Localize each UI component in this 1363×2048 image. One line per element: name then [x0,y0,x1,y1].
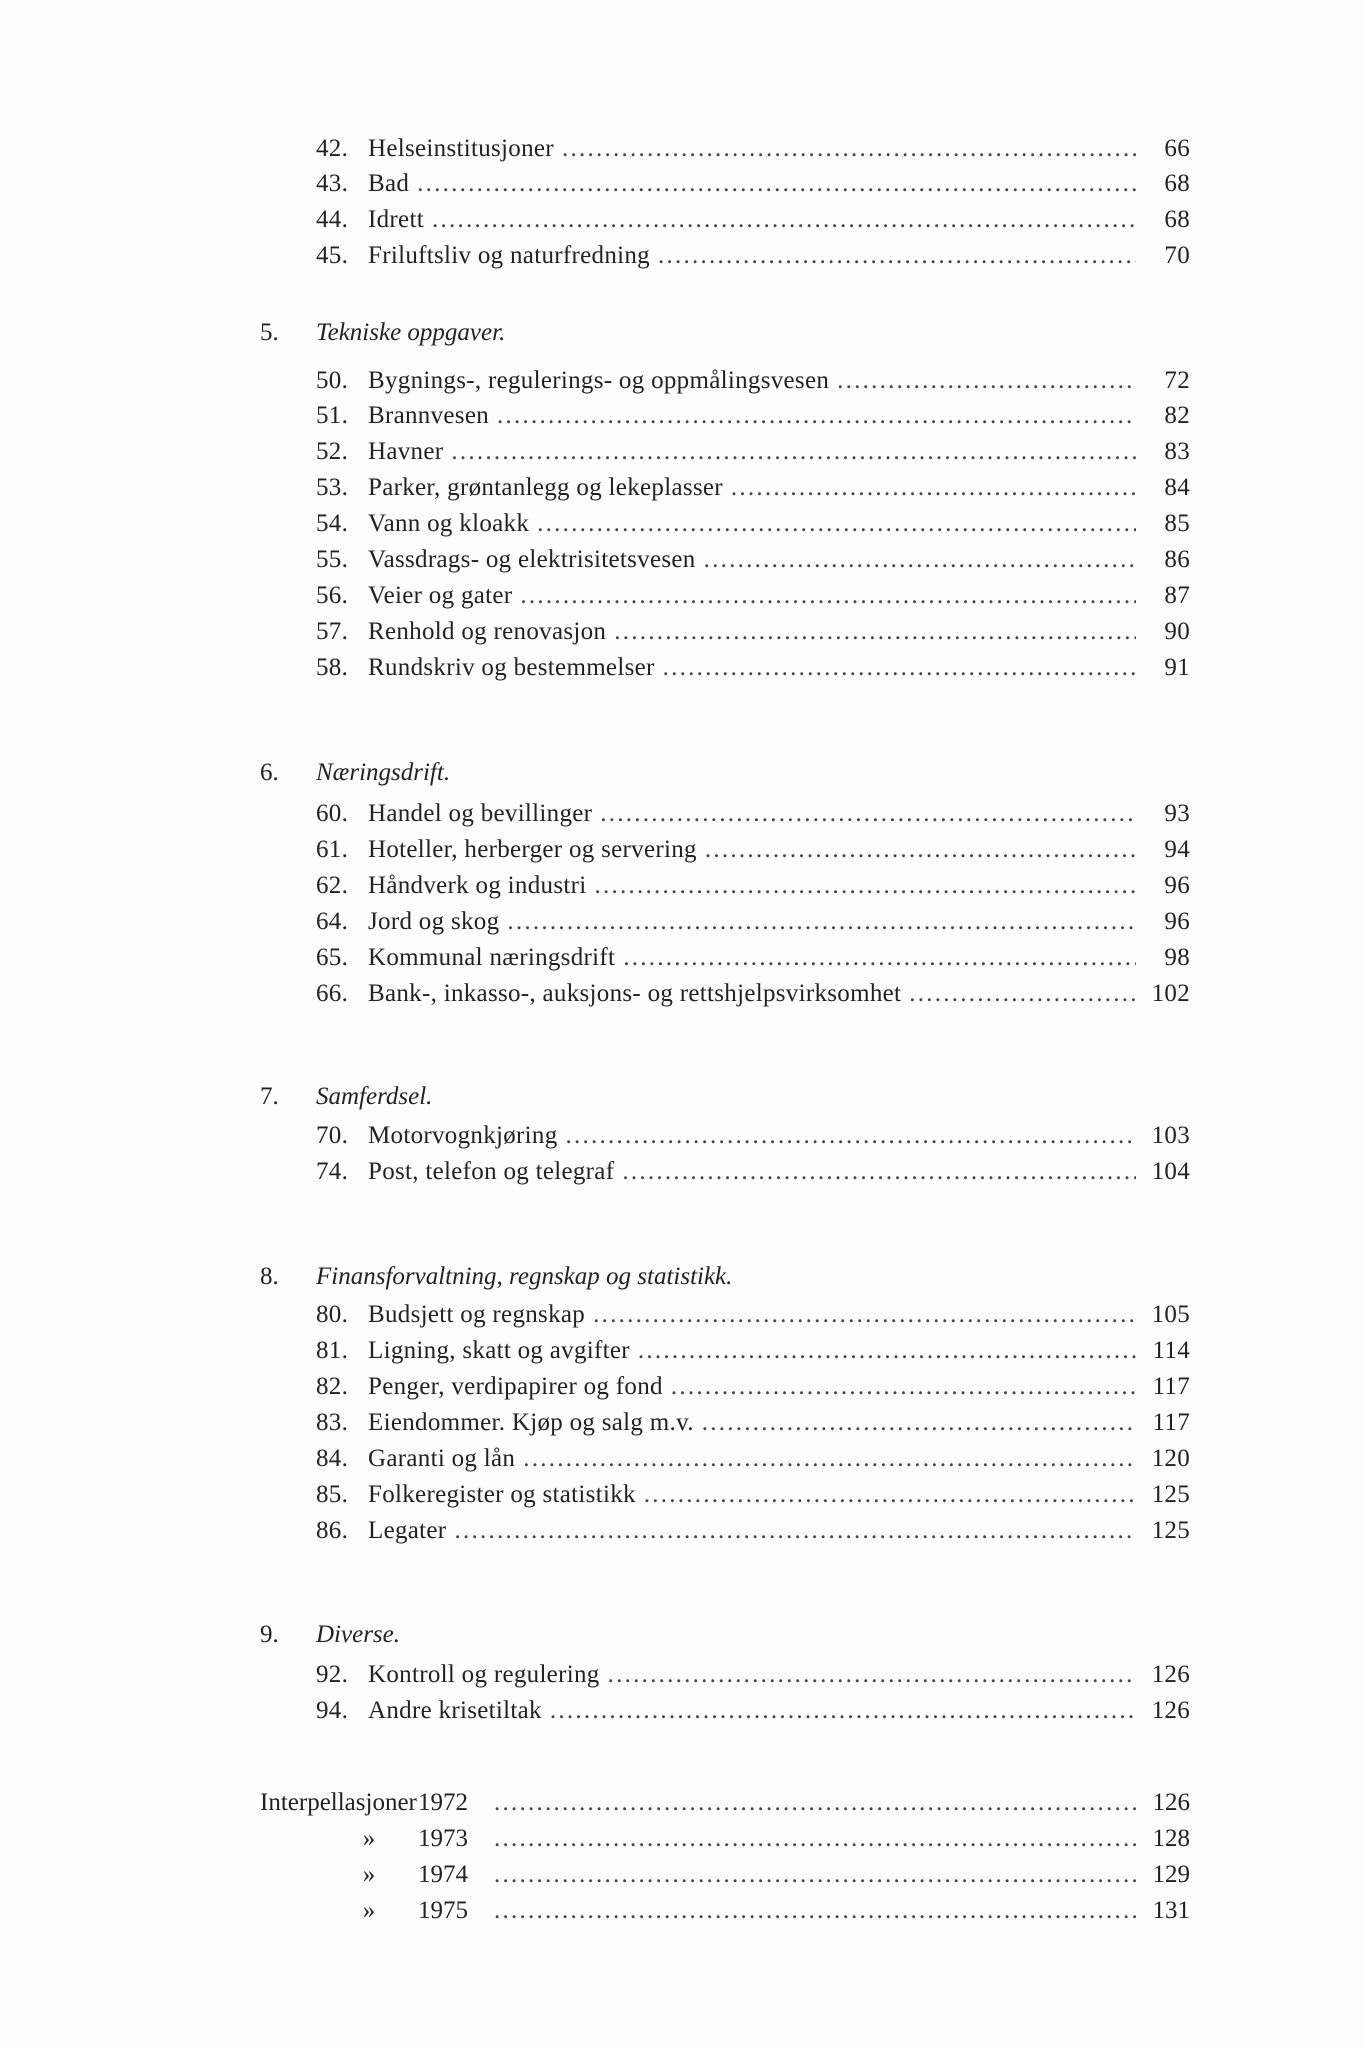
dot-leader [566,1121,1136,1151]
entry-number: 65. [316,944,349,971]
entry-title: Friluftsliv og naturfredning [368,242,650,269]
entry-title: Helseinstitusjoner [368,135,554,162]
entry-page: 94 [1164,836,1190,863]
toc-entry [316,1696,1190,1726]
dot-leader [644,1480,1136,1510]
toc-entry [316,871,1190,901]
entry-title: Post, telefon og telegraf [368,1158,615,1185]
entry-number: 55. [316,546,349,573]
entry-number: 74. [316,1158,349,1185]
toc-entry [316,169,1190,199]
entry-number: 92. [316,1661,349,1688]
entry-page: 96 [1164,872,1190,899]
entry-page: 102 [1151,980,1190,1007]
dot-leader [600,799,1136,829]
toc-entry [316,401,1190,431]
entry-page: 126 [1151,1661,1190,1688]
entry-title: Vann og kloakk [368,510,530,537]
section-number: 9. [260,1621,279,1648]
interpellation-row [260,1824,1190,1854]
entry-title: Motorvognkjøring [368,1122,558,1149]
interpellation-row [260,1788,1190,1818]
toc-entry [316,907,1190,937]
entry-number: 70. [316,1122,349,1149]
dot-leader [671,1372,1136,1402]
section-title: Samferdsel. [316,1083,433,1110]
toc-entry [316,1480,1190,1510]
entry-title: Bygnings-, regulerings- og oppmålingsvesen [368,367,830,394]
entry-title: Legater [368,1517,447,1544]
toc-entry [316,509,1190,539]
interpellation-year: 1973 [418,1825,468,1852]
dot-leader [731,473,1136,503]
entry-number: 80. [316,1301,349,1328]
entry-title: Bad [368,170,410,197]
entry-page: 82 [1164,402,1190,429]
dot-leader [432,205,1136,235]
entry-page: 104 [1151,1158,1190,1185]
entry-page: 90 [1164,618,1190,645]
toc-entry [316,437,1190,467]
entry-title: Håndverk og industri [368,872,587,899]
toc-entry [316,545,1190,575]
entry-title: Andre krisetiltak [368,1697,542,1724]
dot-leader [909,979,1136,1009]
entry-title: Jord og skog [368,908,500,935]
toc-entry [316,835,1190,865]
section-heading [260,318,1160,348]
toc-entry [316,1336,1190,1366]
dot-leader [658,241,1136,271]
entry-title: Penger, verdipapirer og fond [368,1373,663,1400]
section-heading [260,1262,1160,1292]
entry-number: 52. [316,438,349,465]
dot-leader [704,545,1136,575]
entry-number: 44. [316,206,349,233]
entry-page: 85 [1164,510,1190,537]
section-heading [260,1082,1160,1112]
entry-page: 103 [1151,1122,1190,1149]
dot-leader [705,835,1136,865]
section-number: 8. [260,1263,279,1290]
dot-leader [614,617,1136,647]
entry-page: 91 [1164,654,1190,681]
dot-leader [594,871,1136,901]
dot-leader [507,907,1136,937]
toc-entry [316,799,1190,829]
interpellation-row [260,1860,1190,1890]
entry-title: Parker, grøntanlegg og lekeplasser [368,474,723,501]
dot-leader [523,1444,1136,1474]
entry-number: 94. [316,1697,349,1724]
entry-number: 61. [316,836,349,863]
entry-page: 70 [1164,242,1190,269]
entry-page: 86 [1164,546,1190,573]
toc-entry [316,1372,1190,1402]
entry-number: 53. [316,474,349,501]
entry-number: 54. [316,510,349,537]
entry-number: 58. [316,654,349,681]
entry-number: 66. [316,980,349,1007]
dot-leader [623,943,1136,973]
entry-number: 82. [316,1373,349,1400]
entry-title: Handel og bevillinger [368,800,593,827]
entry-title: Kontroll og regulering [368,1661,600,1688]
toc-entry [316,205,1190,235]
toc-entry [316,1516,1190,1546]
entry-number: 62. [316,872,349,899]
dot-leader [451,437,1136,467]
toc-entry [316,1300,1190,1330]
dot-leader [608,1660,1136,1690]
ditto-mark: » [362,1861,376,1888]
dot-leader [454,1516,1136,1546]
entry-number: 64. [316,908,349,935]
dot-leader [550,1696,1136,1726]
entry-page: 117 [1152,1409,1190,1436]
entry-title: Havner [368,438,444,465]
entry-number: 86. [316,1517,349,1544]
interpellation-page: 131 [1152,1897,1190,1924]
toc-entry [316,241,1190,271]
dot-leader [663,653,1136,683]
dot-leader [520,581,1136,611]
entry-title: Hoteller, herberger og servering [368,836,697,863]
section-title: Finansforvaltning, regnskap og statistikk. [316,1263,733,1290]
entry-page: 98 [1164,944,1190,971]
entry-page: 120 [1151,1445,1190,1472]
entry-page: 68 [1164,170,1190,197]
toc-entry [316,979,1190,1009]
entry-title: Veier og gater [368,582,513,609]
toc-entry [316,617,1190,647]
toc-entry [316,1444,1190,1474]
dot-leader [702,1408,1136,1438]
interpellation-year: 1972 [418,1789,468,1816]
toc-entry [316,1121,1190,1151]
entry-page: 96 [1164,908,1190,935]
interpellation-page: 126 [1152,1789,1190,1816]
entry-title: Bank-, inkasso-, auksjons- og rettshjelpsvirksomhet [368,980,902,1007]
entry-number: 51. [316,402,349,429]
entry-page: 125 [1151,1481,1190,1508]
entry-title: Garanti og lån [368,1445,516,1472]
entry-page: 68 [1164,206,1190,233]
interpellation-row [260,1896,1190,1926]
entry-title: Ligning, skatt og avgifter [368,1337,630,1364]
dot-leader [494,1824,1136,1854]
section-number: 5. [260,319,279,346]
interpellation-page: 128 [1152,1825,1190,1852]
entry-page: 125 [1151,1517,1190,1544]
entry-title: Vassdrags- og elektrisitetsvesen [368,546,696,573]
dot-leader [562,134,1136,164]
dot-leader [622,1157,1136,1187]
entry-number: 84. [316,1445,349,1472]
entry-page: 126 [1151,1697,1190,1724]
entry-title: Idrett [368,206,424,233]
section-title: Diverse. [316,1621,400,1648]
dot-leader [638,1336,1136,1366]
entry-number: 43. [316,170,349,197]
dot-leader [494,1860,1136,1890]
entry-title: Budsjett og regnskap [368,1301,586,1328]
entry-number: 45. [316,242,349,269]
toc-entry [316,943,1190,973]
entry-page: 83 [1164,438,1190,465]
entry-number: 85. [316,1481,349,1508]
dot-leader [837,366,1136,396]
interpellation-page: 129 [1152,1861,1190,1888]
section-number: 7. [260,1083,279,1110]
entry-number: 83. [316,1409,349,1436]
interpellation-year: 1974 [418,1861,468,1888]
entry-page: 66 [1164,135,1190,162]
dot-leader [494,1788,1136,1818]
entry-title: Eiendommer. Kjøp og salg m.v. [368,1409,694,1436]
entry-number: 42. [316,135,349,162]
toc-entry [316,134,1190,164]
interpellation-label: Interpellasjoner [260,1789,417,1816]
toc-entry [316,1408,1190,1438]
toc-entry [316,1157,1190,1187]
section-title: Tekniske oppgaver. [316,319,506,346]
entry-page: 117 [1152,1373,1190,1400]
entry-page: 84 [1164,474,1190,501]
dot-leader [497,401,1136,431]
entry-page: 72 [1164,367,1190,394]
entry-title: Folkeregister og statistikk [368,1481,636,1508]
entry-title: Brannvesen [368,402,490,429]
toc-entry [316,473,1190,503]
entry-title: Rundskriv og bestemmelser [368,654,655,681]
entry-number: 81. [316,1337,349,1364]
toc-entry [316,1660,1190,1690]
section-title: Næringsdrift. [316,759,451,786]
toc-entry [316,581,1190,611]
entry-title: Kommunal næringsdrift [368,944,616,971]
dot-leader [494,1896,1136,1926]
section-heading [260,1620,1160,1650]
entry-page: 105 [1151,1301,1190,1328]
entry-title: Renhold og renovasjon [368,618,607,645]
toc-entry [316,366,1190,396]
dot-leader [537,509,1136,539]
section-heading [260,758,1160,788]
entry-number: 50. [316,367,349,394]
dot-leader [417,169,1136,199]
entry-number: 60. [316,800,349,827]
entry-page: 93 [1164,800,1190,827]
entry-page: 87 [1164,582,1190,609]
entry-number: 56. [316,582,349,609]
dot-leader [593,1300,1136,1330]
entry-page: 114 [1152,1337,1190,1364]
section-number: 6. [260,759,279,786]
toc-entry [316,653,1190,683]
interpellation-year: 1975 [418,1897,468,1924]
ditto-mark: » [362,1825,376,1852]
entry-number: 57. [316,618,349,645]
ditto-mark: » [362,1897,376,1924]
